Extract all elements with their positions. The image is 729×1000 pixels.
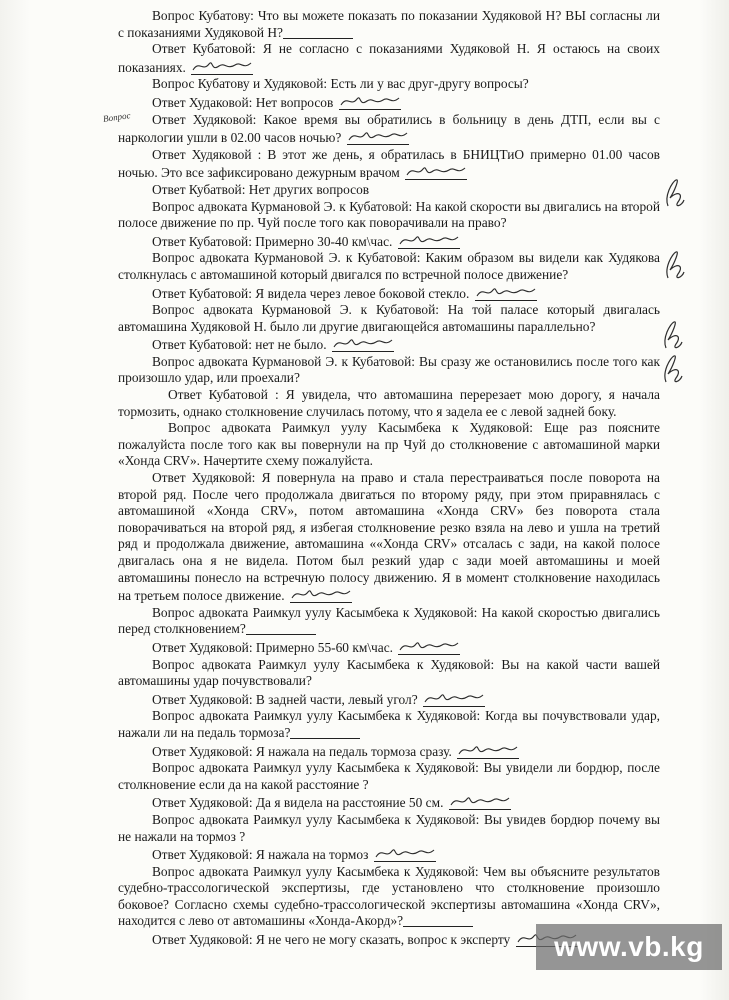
paragraph-text: Вопрос Кубатову: Что вы можете показать по показании Худяковой Н? ВЫ согласны ли с показаниями Худяковой Н? xyxy=(118,8,660,40)
paragraph-text: Ответ Кубатовой: нет не было. xyxy=(152,337,327,353)
margin-signature-icon xyxy=(660,352,686,388)
transcript-paragraph xyxy=(118,354,660,387)
transcript-paragraph xyxy=(118,708,660,741)
transcript-paragraph xyxy=(118,76,660,93)
transcript-paragraph xyxy=(118,284,660,303)
paragraph-text: Вопрос адвоката Курмановой Э. к Кубатовой: На какой скорости вы двигались на второй полосе движение по пр. Чуй после того как поворачивали на право? xyxy=(118,198,660,231)
signature-icon xyxy=(332,335,394,352)
transcript-paragraph xyxy=(118,112,660,147)
blank-line xyxy=(403,914,473,927)
signature-icon xyxy=(290,586,352,603)
blank-line xyxy=(290,726,360,739)
paragraph-text: Вопрос адвоката Раимкул уулу Касымбека к Худяковой: Вы увидев бордюр почему вы не нажали на тормоз ? xyxy=(118,811,660,844)
transcript-paragraph xyxy=(118,605,660,638)
paragraph-text: Вопрос адвоката Раимкул уулу Касымбека к Худяковой: На какой скоростью двигались перед столкновением? xyxy=(118,604,660,637)
paragraph-text: Вопрос адвоката Раимкул уулу Касымбека к Худяковой: Вы на какой части вашей автомашины удар почувствовали? xyxy=(118,656,660,689)
transcript-paragraph xyxy=(118,335,660,354)
paragraph-text: Ответ Худяковой: Я нажала на тормоз xyxy=(152,847,369,863)
transcript-paragraph xyxy=(118,638,660,657)
margin-note: Вопрос xyxy=(102,110,132,124)
transcript-paragraph xyxy=(118,147,660,182)
paragraph-text: Вопрос адвоката Раимкул уулу Касымбека к Худяковой: Чем вы объясните результатов судебно-трассологической экспертизы, где установлено что столкновение произошло боковое? Согласно схемы судебно-трассологической экспертизы автомашина «Хонда CRV», находится с лево от автомашины «Хонда-Акорд»? xyxy=(118,863,660,929)
paragraph-text: Вопрос адвоката Раимкул уулу Касымбека к Худяковой: Вы увидели ли бордюр, после столкновение если да на какой расстояние ? xyxy=(118,760,660,792)
paragraph-text: Ответ Худяковой: Какое время вы обратились в больницу в день ДТП, если вы с наркологии ушли в 02.00 часов ночью? xyxy=(118,111,660,146)
paragraph-text: Ответ Худяковой: Примерно 55-60 км\час. xyxy=(152,639,394,655)
blank-line xyxy=(246,622,316,635)
transcript-paragraph xyxy=(118,232,660,251)
paragraph-text: Ответ Худяковой: В задней части, левый угол? xyxy=(152,691,418,707)
signature-icon xyxy=(191,58,253,75)
signature-icon xyxy=(398,638,460,655)
transcript-paragraph xyxy=(118,864,660,930)
paragraph-text: Ответ Худаковой: Нет вопросов xyxy=(152,94,334,110)
transcript-paragraph xyxy=(118,41,660,76)
transcript-paragraph xyxy=(118,93,660,112)
paragraph-text: Ответ Худяковой : В этот же день, я обратилась в БНИЦТиО примерно 01.00 часов ночью. Это все зафиксировано дежурным врачом xyxy=(118,146,660,181)
transcript-paragraph xyxy=(118,199,660,232)
margin-signature-icon xyxy=(662,248,688,284)
signature-icon xyxy=(457,742,519,759)
paragraph-text: Ответ Кубатовой: Я видела через левое боковой стекло. xyxy=(152,285,470,301)
transcript-paragraph xyxy=(118,420,660,470)
transcript-paragraph xyxy=(118,470,660,605)
margin-signature-icon xyxy=(662,176,688,212)
signature-icon xyxy=(398,232,460,249)
transcript-paragraph xyxy=(118,182,660,199)
signature-icon xyxy=(374,845,436,862)
margin-signature-icon xyxy=(660,318,686,354)
signature-icon xyxy=(475,284,537,301)
transcript-paragraph xyxy=(118,742,660,761)
site-watermark: www.vb.kg xyxy=(536,924,722,970)
paragraph-text: Ответ Худяковой: Я не чего не могу сказать, вопрос к эксперту xyxy=(152,932,511,948)
signature-icon xyxy=(405,163,467,180)
transcript-paragraph xyxy=(118,302,660,335)
paragraph-text: Ответ Худяковой: Да я видела на расстояние 50 см. xyxy=(152,795,444,811)
paragraph-text: Ответ Кубатовой : Я увидела, что автомашина перерезает мою дорогу, я начала тормозить, однако столкновение случилась потому, что я задела ее с левой задней боку. xyxy=(118,387,660,419)
paragraph-text: Вопрос Кубатову и Худяковой: Есть ли у вас друг-другу вопросы? xyxy=(152,76,529,92)
transcript-paragraph xyxy=(118,387,660,420)
paragraph-text: Вопрос адвоката Раимкул уулу Касымбека к Худяковой: Когда вы почувствовали удар, нажали ли на педаль тормоза? xyxy=(118,708,660,740)
paragraph-text: Вопрос адвоката Раимкул уулу Касымбека к Худяковой: Еще раз поясните пожалуйста после того как вы повернули на пр Чуй до столкновение с автомашиной марки «Хонда CRV». Начертите схему пожалуйста. xyxy=(118,420,660,469)
paragraph-text: Ответ Худяковой: Я нажала на педаль тормоза сразу. xyxy=(152,743,452,759)
paragraph-text: Ответ Кубатвой: Нет других вопросов xyxy=(152,181,370,197)
transcript-paragraph xyxy=(118,8,660,41)
transcript-paragraph xyxy=(118,250,660,283)
signature-icon xyxy=(423,690,485,707)
paragraph-text: Ответ Кубатовой: Я не согласно с показаниями Худяковой Н. Я остаюсь на своих показаниях. xyxy=(118,41,660,75)
signature-icon xyxy=(339,93,401,110)
transcript-paragraph xyxy=(118,845,660,864)
paragraph-text: Вопрос адвоката Курмановой Э. к Кубатовой: На той паласе который двигалась автомашина Худяковой Н. было ли другие двигающейся автомашины параллельно? xyxy=(118,302,660,334)
transcript-paragraph xyxy=(118,657,660,690)
transcript-paragraph xyxy=(118,793,660,812)
paragraph-text: Вопрос адвоката Курмановой Э. к Кубатовой: Вы сразу же остановились после того как произошло удар, или проехали? xyxy=(118,353,660,386)
paragraph-text: Ответ Худяковой: Я повернула на право и стала перестраиваться после поворота на второй ряд. После чего продолжала двигаться по второму ряду, при этом приравнялась с автомашиной «Хонда CRV», потом автомашина «Хонда CRV» без поворота стала поворачиваться на второй ряд, я избегая столкновение резко взяла на лево и ушла на третий ряд и продолжала движение, автомашина ««Хонда CRV» отсалась с зади, на какой полосе двигалась она я не видела. Потом был резкий удар с зади моей автомашины и моей автомашины понесло на встречную полосу движению. Я в момент столкновение находилась на третьем полосе движение. xyxy=(118,470,660,604)
paragraph-text: Ответ Кубатовой: Примерно 30-40 км\час. xyxy=(152,233,393,249)
transcript-paragraph xyxy=(118,690,660,709)
transcript-paragraph xyxy=(118,812,660,845)
paragraph-text: Вопрос адвоката Курмановой Э. к Кубатовой: Каким образом вы видели как Худякова столкнулась с автомашиной который двигался по встречной полосе движение? xyxy=(118,250,660,282)
blank-line xyxy=(283,26,353,39)
signature-icon xyxy=(347,128,409,145)
document-body xyxy=(118,8,660,949)
signature-icon xyxy=(449,793,511,810)
transcript-paragraph xyxy=(118,760,660,793)
